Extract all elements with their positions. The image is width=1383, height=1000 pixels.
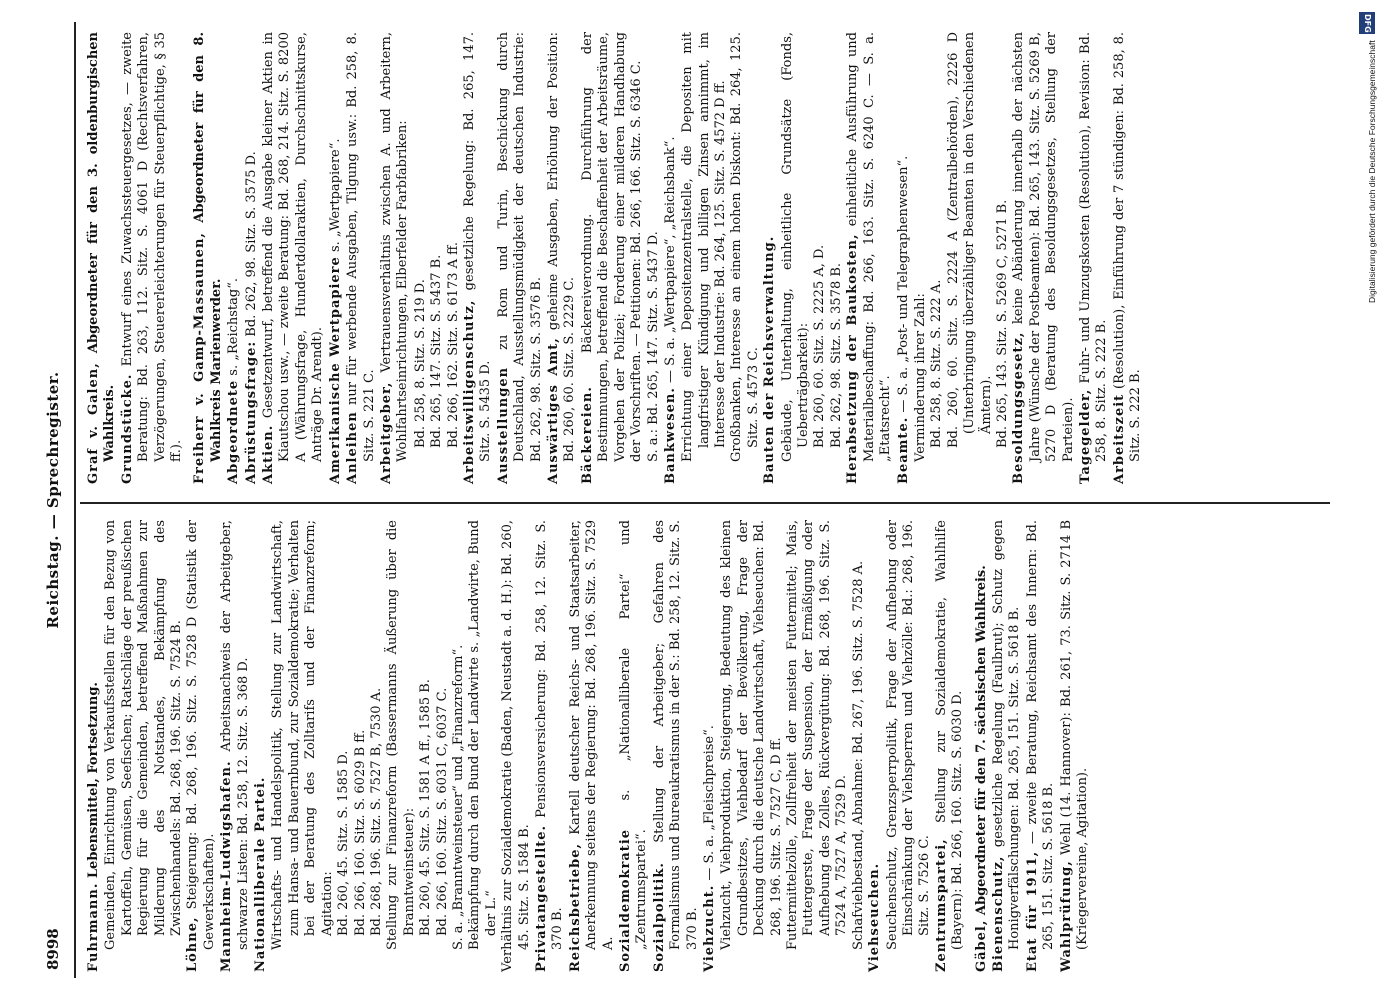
- entry-text: Bd. 268, 196. Sitz. S. 7527 B, 7530 A.: [368, 687, 384, 936]
- entry-keyword: Bäckereien.: [579, 386, 595, 484]
- entry-text: gesetzliche Regelung: Bd. 265, 147. Sitz. S. 5435 D.: [461, 32, 494, 462]
- entry-keyword: Amerikanische Wertpapiere: [327, 256, 343, 484]
- register-entry: [185, 520, 218, 972]
- entry-keyword: Anleihen: [345, 411, 361, 484]
- register-subentry: [929, 32, 945, 484]
- register-subentry: [435, 520, 451, 972]
- column-separator: [80, 502, 1330, 504]
- entry-keyword: Beamte.: [895, 416, 911, 484]
- entry-text: Seuchenschutz, Grenzsperrpolitik, Frage der Aufhebung oder Einschränkung der Viehsperren und Viehzölle: Bd.: 268, 196. Sitz. S. 7526 C.: [884, 520, 933, 950]
- entry-keyword: Nationalliberale Partei.: [253, 776, 269, 972]
- register-entry: [244, 32, 260, 484]
- entry-text: s. „Nationalliberale Partei“ und „Zentrumspartei“.: [618, 520, 650, 950]
- entry-keyword: Abgeordnete: [226, 379, 242, 484]
- entry-text: — S. a. „Post- und Telegraphenwesen“.: [895, 155, 911, 413]
- register-entry: [253, 520, 269, 972]
- entry-text: Bd. 266, 160. Sitz. S. 6029 B ff.: [352, 729, 368, 936]
- entry-keyword: Abrüstungsfrage:: [243, 340, 259, 484]
- speaker-heading: [86, 32, 119, 484]
- register-subentry: [885, 520, 934, 972]
- entry-text: Bd. 260, 45. Sitz. S. 1585 D.: [336, 750, 352, 936]
- entry-text: Fuhr- und Umzugskosten (Resolution), Revision: Bd. 258, 8. Sitz. S. 222 B.: [1077, 32, 1110, 462]
- entry-text: Bd. 260, 60. Sitz. S. 2225 A, D.: [812, 244, 828, 448]
- register-subentry: [385, 520, 418, 972]
- entry-text: keine Abänderung innerhalb der nächsten Jahre (Wünsche der Postbeamten): Bd. 265, 143. Sitz. S. 5269 B, 5270 D (Beratung des Besoldungsgesetzes, Stellung der Parteien).: [1011, 32, 1076, 462]
- entry-text: Entwurf eines Zuwachssteuergesetzes, — zweite Beratung: Bd. 263, 112. Sitz. S. 4061 D (Rechtsverfahren, Verzögerungen, Steuererleichterungen für Steuerpflichtige, § 35 ff.).: [119, 32, 185, 462]
- entry-text: Abgeordneter für den 3. oldenburgischen Wahlkreis.: [86, 31, 118, 462]
- register-entry: [496, 32, 545, 484]
- entry-keyword: Zentrumspartei,: [933, 838, 949, 972]
- entry-text: Stellung zur Finanzreform (Bassermanns Äußerung über die Branntweinsteuer):: [385, 520, 417, 950]
- speaker-heading: [192, 32, 225, 484]
- entry-text: Bd. 262, 98. Sitz. S. 3575 D.: [243, 151, 259, 337]
- register-entry: [226, 32, 242, 484]
- register-subentry: [103, 520, 185, 972]
- register-entry: [546, 32, 579, 484]
- register-subentry: [946, 32, 995, 484]
- entry-text: Bäckereiverordnung. Durchführung der Bestimmungen, betreffend die Beschaffenheit der Arbeitsräume, Vorgehen der Polizei; Forderung einer milderen Handhabung der Vorschriften. — Petitionen: Bd. 266, 166. Sitz. S. 6346 C.: [579, 32, 644, 462]
- register-subentry: [418, 520, 434, 972]
- entry-text: Bd. 258, 8. Sitz. S. 222 A.: [929, 279, 945, 448]
- entry-keyword: Wahlprüfung,: [1058, 860, 1074, 972]
- entry-keyword: Privatangestellte.: [533, 824, 549, 972]
- entry-keyword: Aktien.: [261, 424, 277, 484]
- entry-text: Futtermittelzölle, Zollfreiheit der meisten Futtermittel; Mais, Futtergerste, Frage der Suspension, der Ermäßigung oder Aufhebung des Zolles, Rückvergütung: Bd. 268, 196. Sitz. S. 7524 A, 7527 A, 7529 D.: [785, 520, 850, 950]
- register-subentry: [829, 32, 845, 484]
- entry-text: S. a.: Bd. 265, 147. Sitz. S. 5437 D.: [646, 231, 662, 462]
- entry-keyword: Arbeitszeit: [1111, 393, 1127, 484]
- entry-text: geheime Ausgaben, Erhöhung der Position: Bd. 260, 60. Sitz. S. 2229 C.: [545, 32, 578, 462]
- entry-text: Abgeordneter für den 8. Wahlkreis Marienwerder.: [192, 32, 224, 462]
- entry-keyword: Viehzucht.: [702, 884, 718, 972]
- register-subentry: [729, 32, 762, 484]
- entry-keyword: Tagegelder,: [1077, 388, 1093, 484]
- entry-keyword: Grundstücke.: [119, 373, 135, 484]
- register-entry: [500, 520, 533, 972]
- register-subentry: [812, 32, 828, 484]
- entry-text: Schafviehbestand, Abnahme: Bd. 267, 196. Sitz. S. 7528 A.: [850, 560, 866, 950]
- entry-keyword: Löhne,: [185, 916, 201, 972]
- entry-keyword: Ausstellungen: [495, 366, 511, 484]
- entry-text: Bd. 266, 160. Sitz. S. 6031 C, 6037 C.: [434, 687, 450, 936]
- page-header: [44, 30, 70, 970]
- register-entry: [991, 520, 1024, 972]
- register-entry: [1025, 520, 1058, 972]
- entry-text: Abgeordneter für den 7. sächsischen Wahlkreis.: [973, 565, 989, 916]
- entry-text: Viehzucht, Viehproduktion, Steigerung, Bedeutung des kleinen Grundbesitzes, Viehbedarf der Bevölkerung, Frage der Deckung durch die deutsche Landwirtschaft, Viehseuchen: Bd. 268, 196. Sitz. S. 7527 C, D ff.: [719, 520, 784, 950]
- entry-text: Bd. 260, 45. Sitz. S. 1581 A ff., 1585 B.: [418, 679, 434, 936]
- entry-text: einheitliche Ausführung und Materialbeschaffung: Bd. 266, 163. Sitz. S. 6240 C. — S. a. „Etatsrecht“.: [845, 32, 894, 462]
- header-rule: [74, 22, 76, 978]
- entry-keyword: Sozialpolitik.: [651, 862, 667, 972]
- entry-keyword: Reichsbetriebe,: [567, 842, 583, 972]
- entry-keyword: Freiherr v. Gamp-Massaunen,: [192, 232, 208, 484]
- register-entry: [867, 520, 883, 972]
- entry-text: Stellung der Arbeitgeber; Gefahren des Formalismus und Bureaukratismus in der S.: Bd. 258, 12. Sitz. S. 370 B.: [651, 520, 700, 950]
- register-subentry: [336, 520, 352, 972]
- entry-text: Gemeinden, Einrichtung von Verkaufsstellen für den Bezug von Kartoffeln, Gemüsen, Seefischen; Ratschläge der preußischen Regierung für die Gemeinden, betreffend Maßnahmen zur Milderung des Notstandes, Bekämpfung des Zwischenhandels: Bd. 268, 196. Sitz. S. 7524 B.: [103, 520, 185, 950]
- register-subentry: [413, 32, 429, 484]
- entry-text: Bd. 265, 147. Sitz. S. 5437 B.: [429, 254, 445, 448]
- page-title: Reichstag. — Sprechregister.: [44, 371, 62, 629]
- register-entry: [261, 32, 327, 484]
- register-subentry: [270, 520, 336, 972]
- entry-keyword: Sozialdemokratie: [618, 828, 633, 972]
- entry-text: zu Rom und Turin, Beschickung durch Deutschland, Ausstellungsmüdigkeit der deutschen Industrie: Bd. 262, 98. Sitz. S. 3576 B.: [495, 32, 544, 462]
- entry-text: Stellung zur Sozialdemokratie, Wahlhilfe (Bayern): Bd. 266, 160. Sitz. S. 6030 D.: [933, 520, 966, 950]
- entry-text: Gesetzentwurf, betreffend die Ausgabe kleiner Aktien in Kiautschou usw., — zweite Beratung: Bd. 268, 214. Sitz. S. 8200 A (Währungsfrage, Hundertdollaraktien, Durchschnittskurse, Anträge Dr. Arendt).: [261, 32, 326, 462]
- entry-text: Vertrauensverhältnis zwischen A. und Arbeitern, Wohlfahrtseinrichtungen, Elberfelder Farbfabriken:: [378, 32, 411, 462]
- register-subentry: [646, 32, 662, 484]
- register-subentry: [780, 32, 813, 484]
- entry-keyword: Arbeitgeber,: [378, 381, 394, 484]
- register-entry: [1112, 32, 1145, 484]
- entry-keyword: Etat für 1911,: [1024, 850, 1040, 972]
- entry-text: Bd. 262, 98. Sitz. S. 3578 B.: [828, 262, 844, 448]
- entry-text: S. a. „Branntweinsteuer“ und „Finanzreform“.: [450, 644, 466, 950]
- entry-text: Bd. 266, 162. Sitz. S. 6173 A ff.: [445, 241, 461, 448]
- register-subentry: [467, 520, 500, 972]
- register-entry: [1011, 32, 1077, 484]
- entry-text: Steigerung: Bd. 268, 196. Sitz. S. 7528 D (Statistik der Gewerkschaften).: [185, 520, 217, 950]
- register-subentry: [785, 520, 851, 972]
- entry-keyword: Arbeitswilligenschutz,: [461, 299, 477, 484]
- register-entry: [896, 32, 912, 484]
- register-subentry: [851, 520, 867, 972]
- dfg-badge: DFG: [1359, 12, 1375, 34]
- entry-keyword: Bienenschutz,: [990, 855, 1006, 972]
- entry-text: Arbeitsnachweis der Arbeitgeber, schwarze Listen: Bd. 258, 12. Sitz. S. 368 D.: [219, 520, 251, 950]
- entry-text: Bd. 258, 8. Sitz. S. 219 D.: [412, 279, 428, 448]
- entry-text: Bd. 260, 60. Sitz. S. 2224 A (Zentralbehörden), 2226 D (Unterbringung überzähliger Beamten in den Verschiedenen Ämtern).: [945, 32, 994, 448]
- page-number: 8998: [44, 928, 62, 970]
- register-entry: [120, 32, 186, 484]
- register-entry: [568, 520, 617, 972]
- digitization-credit: Digitalisierung gefördert durch die Deutsche Forschungsgemeinschaft: [1367, 40, 1377, 303]
- entry-text: s. „Wertpapiere“.: [327, 138, 343, 253]
- entry-text: Pensionsversicherung: Bd. 258, 12. Sitz. S. 370 B.: [533, 520, 566, 950]
- entry-text: Bekämpfung durch den Bund der Landwirte s. „Landwirte, Bund der L.“: [467, 520, 499, 950]
- entry-text: Verminderung ihrer Zahl:: [912, 293, 928, 462]
- entry-text: — S. a. „Fleischpreise“.: [702, 725, 718, 881]
- right-column: [86, 32, 1146, 484]
- entry-keyword: Bankwesen.: [662, 387, 678, 484]
- entry-text: Bd. 265, 143. Sitz. S. 5269 C, 5271 B.: [994, 199, 1010, 448]
- entry-keyword: Graf v. Galen,: [86, 362, 101, 484]
- register-subentry: [995, 32, 1011, 484]
- entry-text: Verhältnis zur Sozialdemokratie (Baden, Neustadt a. d. H.): Bd. 260, 45. Sitz. S. 1584 B.: [500, 520, 532, 972]
- register-entry: [934, 520, 967, 972]
- entry-text: nur für werbende Ausgaben, Tilgung usw.: Bd. 258, 8. Sitz. S. 221 C.: [345, 32, 377, 462]
- entry-text: Lebensmittel, Fortsetzung.: [86, 682, 101, 879]
- entry-text: — S. a. „Wertpapiere“, „Reichsbank“.: [662, 136, 678, 383]
- speaker-heading: [86, 520, 102, 972]
- register-entry: [618, 520, 651, 972]
- speaker-heading: [974, 520, 990, 972]
- register-entry: [462, 32, 495, 484]
- entry-text: Wehl (14. Hannover): Bd. 261, 73. Sitz. S. 2714 B (Kriegervereine, Agitation).: [1058, 520, 1090, 950]
- entry-keyword: Bauten der Reichsverwaltung.: [762, 235, 778, 484]
- register-subentry: [446, 32, 462, 484]
- left-column: [86, 520, 1092, 972]
- entry-text: s. „Reichstag“.: [226, 277, 242, 376]
- register-entry: [345, 32, 378, 484]
- entry-text: Wirtschafts- und Handelspolitik, Stellung zur Landwirtschaft, zum Hansa- und Bauernbund, zur Sozialdemokratie; Verhalten bei der Beratung des Zolltarifs und der Finanzreform; Agitation:: [270, 520, 335, 950]
- register-entry: [219, 520, 252, 972]
- register-entry: [1059, 520, 1092, 972]
- register-entry: [762, 32, 778, 484]
- register-entry: [652, 520, 701, 972]
- entry-keyword: Auswärtiges Amt,: [545, 337, 561, 484]
- register-subentry: [429, 32, 445, 484]
- register-entry: [702, 520, 718, 972]
- entry-keyword: Mannheim-Ludwigshafen.: [219, 760, 235, 972]
- entry-keyword: Besoldungsgesetz,: [1011, 331, 1027, 484]
- register-entry: [328, 32, 344, 484]
- entry-keyword: Herabsetzung der Baukosten,: [845, 233, 861, 484]
- register-entry: [663, 32, 679, 484]
- entry-text: Gebäude, Unterhaltung, einheitliche Grundsätze (Fonds, Ueberträgbarkeit):: [779, 32, 812, 462]
- entry-keyword: Gäbel,: [973, 919, 989, 972]
- register-entry: [845, 32, 894, 484]
- entry-text: gesetzliche Regelung (Faulbrut); Schutz gegen Honigverfälschungen: Bd. 265, 151. Sitz. S. 5618 B.: [990, 520, 1023, 950]
- register-subentry: [913, 32, 929, 484]
- register-entry: [580, 32, 646, 484]
- entry-text: Kartell deutscher Reichs- und Staatsarbeiter, Anerkennung seitens der Regierung: Bd. 268, 196. Sitz. S. 7529 A.: [567, 520, 616, 950]
- entry-text: — zweite Beratung, Reichsamt des Innern: Bd. 265, 151. Sitz. S. 5618 B.: [1024, 520, 1057, 950]
- register-subentry: [353, 520, 369, 972]
- entry-keyword: Fuhrmann.: [86, 882, 101, 972]
- entry-text: (Resolution), Einführung der 7 stündigen: Bd. 258, 8. Sitz. S. 222 B.: [1111, 32, 1144, 462]
- register-subentry: [719, 520, 785, 972]
- register-entry: [379, 32, 412, 484]
- register-subentry: [369, 520, 385, 972]
- entry-text: Errichtung einer Depositenzentralstelle, die Depositen mit langfristiger Kündigung und billigen Zinsen annimmt, im Interesse der Industrie: Bd. 264, 125. Sitz. S. 4572 D ff.: [680, 32, 729, 462]
- register-subentry: [451, 520, 467, 972]
- entry-keyword: Viehseuchen.: [867, 862, 883, 972]
- register-entry: [534, 520, 567, 972]
- register-subentry: [680, 32, 729, 484]
- entry-text: Großbanken, Interesse an einem hohen Diskont: Bd. 264, 125. Sitz. S. 4573 C.: [729, 32, 761, 462]
- register-entry: [1078, 32, 1111, 484]
